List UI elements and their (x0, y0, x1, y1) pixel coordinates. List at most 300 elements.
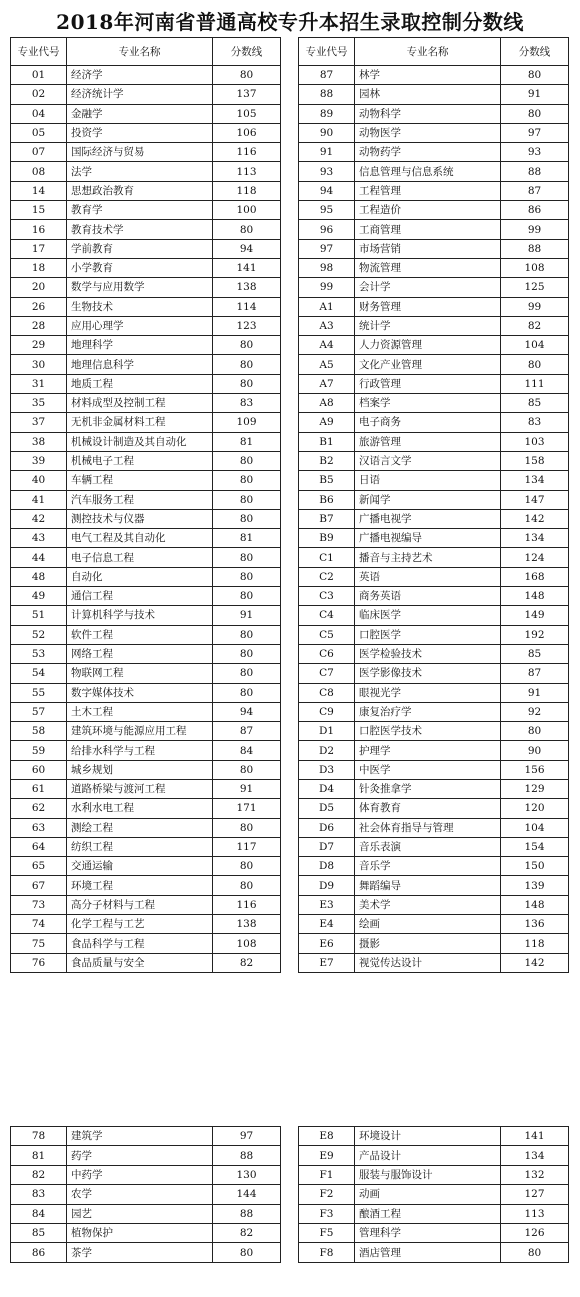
major-name: 园艺 (67, 1204, 213, 1223)
score-line: 138 (213, 278, 281, 297)
score-line: 80 (213, 548, 281, 567)
major-code: 15 (11, 201, 67, 220)
table-row (11, 1165, 281, 1184)
score-line: 80 (213, 490, 281, 509)
major-code: 31 (11, 374, 67, 393)
score-line: 80 (501, 104, 569, 123)
table-row (11, 413, 281, 432)
score-line: 80 (213, 857, 281, 876)
score-line: 116 (213, 143, 281, 162)
table-row (11, 451, 281, 470)
major-code: E8 (299, 1127, 355, 1146)
table-row (11, 818, 281, 837)
major-code: 16 (11, 220, 67, 239)
major-code: 30 (11, 355, 67, 374)
score-line: 139 (501, 876, 569, 895)
major-name: 汽车服务工程 (67, 490, 213, 509)
major-name: 工程管理 (355, 181, 501, 200)
table-row (299, 567, 569, 586)
major-code: 38 (11, 432, 67, 451)
major-name: 酒店管理 (355, 1243, 501, 1262)
major-name: 经济统计学 (67, 85, 213, 104)
major-name: 机械电子工程 (67, 451, 213, 470)
score-line: 80 (213, 355, 281, 374)
table-row (11, 702, 281, 721)
major-code: 64 (11, 837, 67, 856)
major-name: 会计学 (355, 278, 501, 297)
table-row (299, 857, 569, 876)
score-line: 80 (213, 567, 281, 586)
score-line: 82 (213, 953, 281, 972)
major-name: 体育教育 (355, 799, 501, 818)
table-row (299, 837, 569, 856)
major-name: 工程造价 (355, 201, 501, 220)
score-line: 85 (501, 644, 569, 663)
major-name: 学前教育 (67, 239, 213, 258)
score-line: 87 (501, 181, 569, 200)
major-code: 48 (11, 567, 67, 586)
score-line: 130 (213, 1165, 281, 1184)
score-line: 149 (501, 606, 569, 625)
major-name: 电子信息工程 (67, 548, 213, 567)
major-name: 无机非金属材料工程 (67, 413, 213, 432)
table-row (11, 85, 281, 104)
major-name: 口腔医学技术 (355, 722, 501, 741)
table-row (11, 837, 281, 856)
major-name: 口腔医学 (355, 625, 501, 644)
major-name: 植物保护 (67, 1223, 213, 1242)
major-name: 视觉传达设计 (355, 953, 501, 972)
major-name: 材料成型及控制工程 (67, 394, 213, 413)
score-line: 80 (501, 66, 569, 85)
score-line: 171 (213, 799, 281, 818)
major-name: 数学与应用数学 (67, 278, 213, 297)
table-row (299, 876, 569, 895)
major-code: 73 (11, 895, 67, 914)
table-row (11, 394, 281, 413)
major-code: 59 (11, 741, 67, 760)
major-code: B5 (299, 471, 355, 490)
major-code: 94 (299, 181, 355, 200)
header-score: 分数线 (501, 38, 569, 66)
score-line: 134 (501, 1146, 569, 1165)
major-name: 农学 (67, 1185, 213, 1204)
major-name: 生物技术 (67, 297, 213, 316)
table-row (299, 702, 569, 721)
major-code: 86 (11, 1243, 67, 1262)
table-row (299, 201, 569, 220)
score-line: 84 (213, 741, 281, 760)
score-line: 80 (213, 625, 281, 644)
table-row (11, 316, 281, 335)
score-line: 80 (213, 509, 281, 528)
major-name: 电气工程及其自动化 (67, 529, 213, 548)
table-row (299, 451, 569, 470)
major-name: 车辆工程 (67, 471, 213, 490)
major-code: C9 (299, 702, 355, 721)
score-line: 100 (213, 201, 281, 220)
major-name: 档案学 (355, 394, 501, 413)
major-name: 经济学 (67, 66, 213, 85)
major-code: 54 (11, 664, 67, 683)
major-code: 95 (299, 201, 355, 220)
table-row (299, 683, 569, 702)
score-line: 168 (501, 567, 569, 586)
table-row (299, 741, 569, 760)
table-row (11, 722, 281, 741)
score-line: 80 (213, 664, 281, 683)
table-row (299, 779, 569, 798)
major-name: 信息管理与信息系统 (355, 162, 501, 181)
table-row (299, 336, 569, 355)
major-code: 08 (11, 162, 67, 181)
major-code: 58 (11, 722, 67, 741)
score-line: 138 (213, 915, 281, 934)
major-name: 教育技术学 (67, 220, 213, 239)
major-name: 英语 (355, 567, 501, 586)
major-name: 交通运输 (67, 857, 213, 876)
table-row (299, 799, 569, 818)
table-row (299, 509, 569, 528)
table-row (11, 278, 281, 297)
table-row (11, 297, 281, 316)
major-code: 29 (11, 336, 67, 355)
major-code: F3 (299, 1204, 355, 1223)
major-name: 管理科学 (355, 1223, 501, 1242)
score-line: 158 (501, 451, 569, 470)
table-row (11, 201, 281, 220)
major-name: 建筑学 (67, 1127, 213, 1146)
score-line: 88 (213, 1146, 281, 1165)
score-line: 99 (501, 220, 569, 239)
table-row (299, 123, 569, 142)
table-row (11, 336, 281, 355)
table-row (11, 162, 281, 181)
major-name: 酿酒工程 (355, 1204, 501, 1223)
major-code: 37 (11, 413, 67, 432)
table-row (299, 220, 569, 239)
major-code: 74 (11, 915, 67, 934)
table-row (299, 818, 569, 837)
score-line: 80 (213, 451, 281, 470)
score-line: 141 (501, 1127, 569, 1146)
score-line: 132 (501, 1165, 569, 1184)
major-code: A5 (299, 355, 355, 374)
major-name: 物联网工程 (67, 664, 213, 683)
score-line: 87 (501, 664, 569, 683)
major-code: 49 (11, 587, 67, 606)
major-code: E7 (299, 953, 355, 972)
score-line: 82 (501, 316, 569, 335)
major-code: 96 (299, 220, 355, 239)
major-name: 环境工程 (67, 876, 213, 895)
score-line: 92 (501, 702, 569, 721)
major-name: 应用心理学 (67, 316, 213, 335)
table-row (11, 953, 281, 972)
score-table-bottom-right (298, 1126, 569, 1263)
table-row (11, 181, 281, 200)
major-code: B6 (299, 490, 355, 509)
major-name: 服装与服饰设计 (355, 1165, 501, 1184)
table-row (299, 413, 569, 432)
major-code: 87 (299, 66, 355, 85)
table-row (299, 85, 569, 104)
score-line: 80 (501, 722, 569, 741)
major-name: 旅游管理 (355, 432, 501, 451)
major-code: F5 (299, 1223, 355, 1242)
table-row (299, 1127, 569, 1146)
major-name: 测控技术与仪器 (67, 509, 213, 528)
major-name: 小学教育 (67, 258, 213, 277)
score-line: 80 (213, 374, 281, 393)
table-row (299, 1185, 569, 1204)
score-line: 80 (213, 66, 281, 85)
major-name: 地质工程 (67, 374, 213, 393)
table-row (299, 104, 569, 123)
score-line: 80 (213, 220, 281, 239)
major-name: 自动化 (67, 567, 213, 586)
major-code: 78 (11, 1127, 67, 1146)
major-code: 63 (11, 818, 67, 837)
score-line: 91 (501, 683, 569, 702)
major-name: 日语 (355, 471, 501, 490)
major-code: B9 (299, 529, 355, 548)
major-code: B1 (299, 432, 355, 451)
major-code: A7 (299, 374, 355, 393)
major-code: 53 (11, 644, 67, 663)
major-name: 机械设计制造及其自动化 (67, 432, 213, 451)
table-row (11, 606, 281, 625)
major-code: 51 (11, 606, 67, 625)
table-row (299, 316, 569, 335)
score-line: 123 (213, 316, 281, 335)
table-row (11, 490, 281, 509)
score-line: 137 (213, 85, 281, 104)
header-code: 专业代号 (11, 38, 67, 66)
table-row (299, 258, 569, 277)
table-row (299, 664, 569, 683)
major-name: 康复治疗学 (355, 702, 501, 721)
major-code: D8 (299, 857, 355, 876)
table-row (11, 876, 281, 895)
score-line: 125 (501, 278, 569, 297)
major-code: 43 (11, 529, 67, 548)
score-line: 91 (213, 779, 281, 798)
score-line: 91 (501, 85, 569, 104)
score-line: 80 (213, 471, 281, 490)
table-row (11, 625, 281, 644)
score-line: 105 (213, 104, 281, 123)
major-code: C2 (299, 567, 355, 586)
major-code: 81 (11, 1146, 67, 1165)
table-row (299, 432, 569, 451)
table-row (11, 220, 281, 239)
table-row (299, 1243, 569, 1262)
major-code: C5 (299, 625, 355, 644)
score-line: 90 (501, 741, 569, 760)
major-code: 84 (11, 1204, 67, 1223)
major-code: E9 (299, 1146, 355, 1165)
score-line: 150 (501, 857, 569, 876)
major-code: 07 (11, 143, 67, 162)
table-row (299, 915, 569, 934)
major-code: 14 (11, 181, 67, 200)
table-row (299, 239, 569, 258)
major-name: 市场营销 (355, 239, 501, 258)
table-row (299, 490, 569, 509)
major-code: 20 (11, 278, 67, 297)
major-name: 法学 (67, 162, 213, 181)
score-line: 103 (501, 432, 569, 451)
major-code: 89 (299, 104, 355, 123)
major-code: B7 (299, 509, 355, 528)
score-line: 136 (501, 915, 569, 934)
score-line: 87 (213, 722, 281, 741)
table-row (299, 181, 569, 200)
major-code: 90 (299, 123, 355, 142)
table-header-row (299, 38, 569, 66)
score-line: 80 (213, 1243, 281, 1262)
major-code: F2 (299, 1185, 355, 1204)
table-row (11, 915, 281, 934)
major-name: 行政管理 (355, 374, 501, 393)
major-code: 97 (299, 239, 355, 258)
major-name: 道路桥梁与渡河工程 (67, 779, 213, 798)
major-name: 动物科学 (355, 104, 501, 123)
header-name: 专业名称 (67, 38, 213, 66)
major-name: 城乡规划 (67, 760, 213, 779)
major-code: A8 (299, 394, 355, 413)
major-code: 17 (11, 239, 67, 258)
major-code: 67 (11, 876, 67, 895)
major-code: 02 (11, 85, 67, 104)
table-row (299, 934, 569, 953)
score-line: 144 (213, 1185, 281, 1204)
score-line: 108 (501, 258, 569, 277)
table-row (11, 741, 281, 760)
major-code: 55 (11, 683, 67, 702)
major-name: 产品设计 (355, 1146, 501, 1165)
table-row (11, 1146, 281, 1165)
score-line: 97 (501, 123, 569, 142)
table-row (299, 606, 569, 625)
score-line: 114 (213, 297, 281, 316)
table-row (299, 625, 569, 644)
major-name: 音乐表演 (355, 837, 501, 856)
major-name: 金融学 (67, 104, 213, 123)
table-row (11, 799, 281, 818)
table-row (11, 664, 281, 683)
major-name: 物流管理 (355, 258, 501, 277)
major-code: A1 (299, 297, 355, 316)
table-row (299, 297, 569, 316)
major-name: 医学影像技术 (355, 664, 501, 683)
score-line: 126 (501, 1223, 569, 1242)
major-code: 93 (299, 162, 355, 181)
major-code: 62 (11, 799, 67, 818)
header-name: 专业名称 (355, 38, 501, 66)
major-code: F1 (299, 1165, 355, 1184)
score-line: 81 (213, 432, 281, 451)
score-line: 192 (501, 625, 569, 644)
score-line: 82 (213, 1223, 281, 1242)
major-code: 60 (11, 760, 67, 779)
score-line: 141 (213, 258, 281, 277)
score-line: 113 (501, 1204, 569, 1223)
table-row (299, 722, 569, 741)
major-name: 网络工程 (67, 644, 213, 663)
major-code: C8 (299, 683, 355, 702)
score-line: 93 (501, 143, 569, 162)
major-code: E3 (299, 895, 355, 914)
major-code: 76 (11, 953, 67, 972)
score-line: 80 (213, 587, 281, 606)
major-name: 统计学 (355, 316, 501, 335)
table-row (11, 374, 281, 393)
table-row (299, 1146, 569, 1165)
score-line: 120 (501, 799, 569, 818)
table-row (11, 587, 281, 606)
major-name: 食品科学与工程 (67, 934, 213, 953)
table-row (11, 1243, 281, 1262)
table-row (299, 471, 569, 490)
score-line: 88 (501, 239, 569, 258)
score-line: 154 (501, 837, 569, 856)
major-code: 91 (299, 143, 355, 162)
table-row (11, 239, 281, 258)
score-table-bottom-left (10, 1126, 281, 1263)
major-code: 28 (11, 316, 67, 335)
major-code: 42 (11, 509, 67, 528)
major-code: D3 (299, 760, 355, 779)
score-line: 116 (213, 895, 281, 914)
score-line: 83 (501, 413, 569, 432)
table-row (299, 548, 569, 567)
major-code: D7 (299, 837, 355, 856)
table-row (299, 760, 569, 779)
table-row (11, 895, 281, 914)
major-name: 广播电视编导 (355, 529, 501, 548)
table-row (299, 1165, 569, 1184)
major-name: 茶学 (67, 1243, 213, 1262)
major-name: 土木工程 (67, 702, 213, 721)
score-line: 88 (501, 162, 569, 181)
major-code: 99 (299, 278, 355, 297)
major-code: D9 (299, 876, 355, 895)
major-name: 美术学 (355, 895, 501, 914)
major-code: D2 (299, 741, 355, 760)
table-row (11, 857, 281, 876)
major-name: 汉语言文学 (355, 451, 501, 470)
major-code: C7 (299, 664, 355, 683)
major-name: 化学工程与工艺 (67, 915, 213, 934)
table-row (11, 567, 281, 586)
major-name: 地理信息科学 (67, 355, 213, 374)
major-name: 绘画 (355, 915, 501, 934)
score-line: 104 (501, 336, 569, 355)
major-code: A4 (299, 336, 355, 355)
table-row (11, 779, 281, 798)
major-name: 计算机科学与技术 (67, 606, 213, 625)
major-name: 给排水科学与工程 (67, 741, 213, 760)
major-code: 04 (11, 104, 67, 123)
major-code: 18 (11, 258, 67, 277)
major-name: 广播电视学 (355, 509, 501, 528)
table-row (11, 683, 281, 702)
score-line: 134 (501, 529, 569, 548)
score-line: 80 (213, 336, 281, 355)
score-line: 127 (501, 1185, 569, 1204)
